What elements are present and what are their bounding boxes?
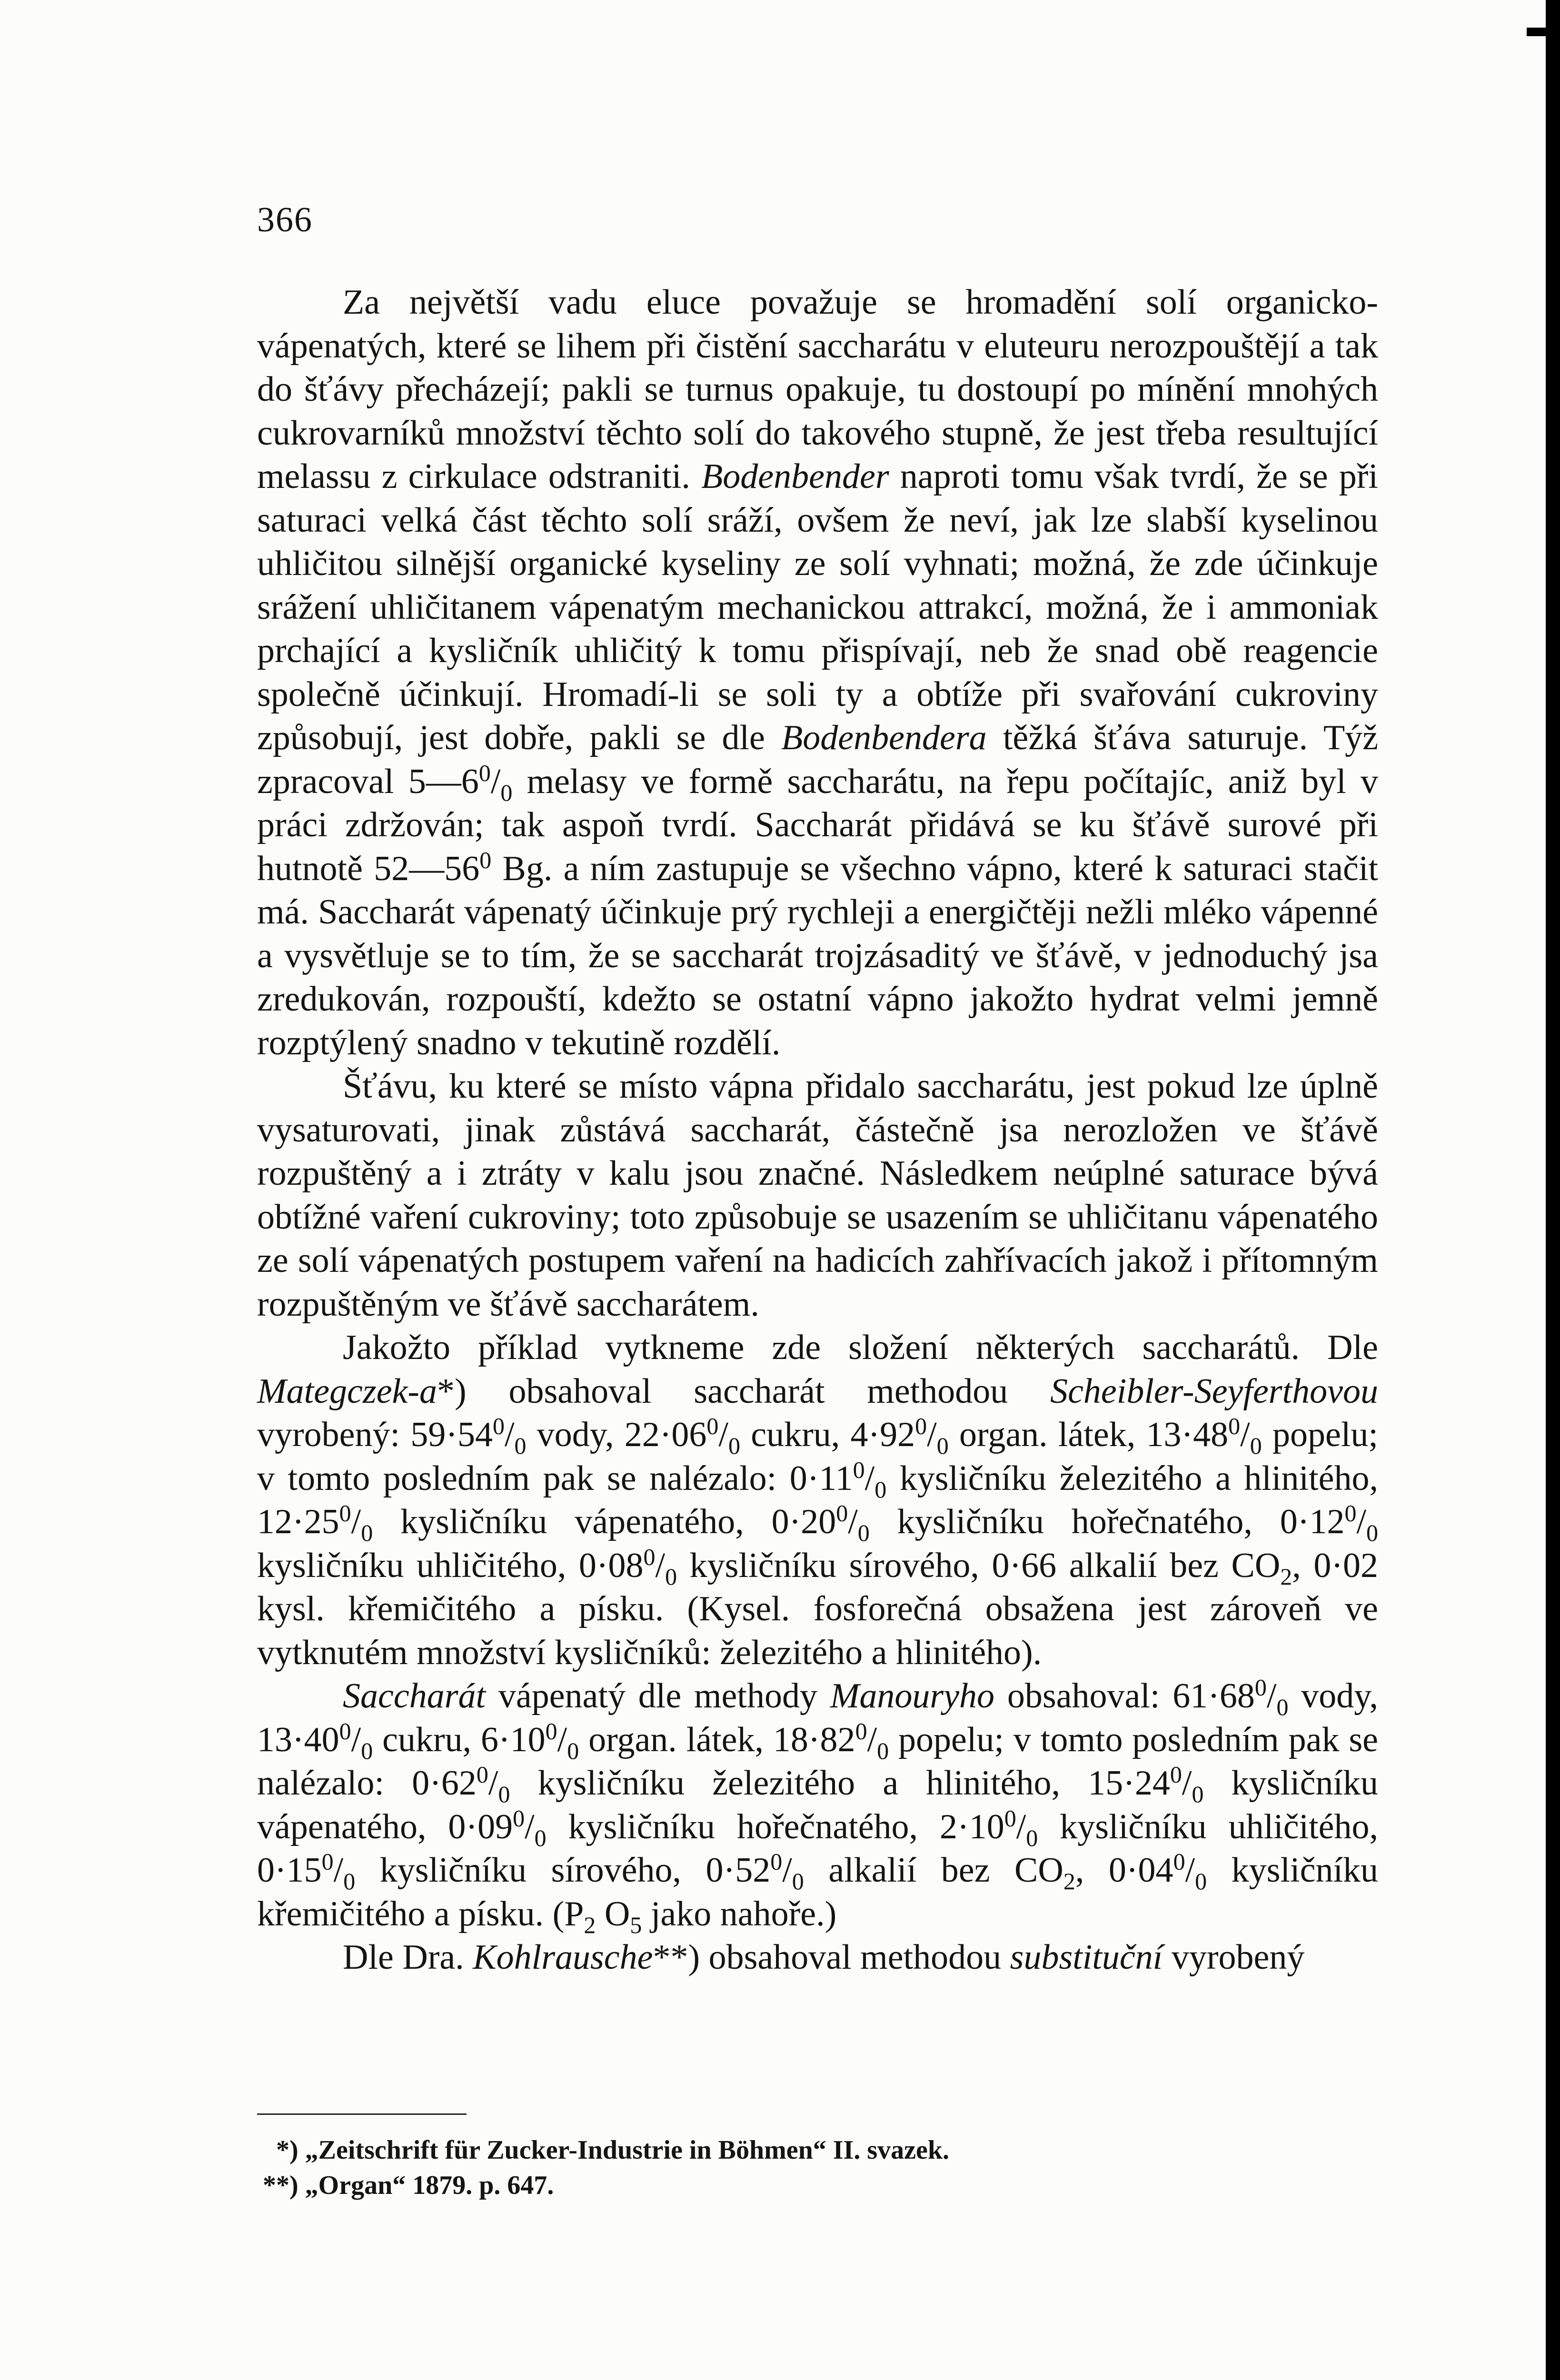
text-run: **) obsahoval methodou bbox=[653, 1938, 1010, 1977]
footnote-rule bbox=[257, 2113, 467, 2115]
text-run: / bbox=[655, 1546, 666, 1585]
superscript: 0 bbox=[836, 1499, 848, 1527]
paragraph bbox=[257, 1675, 1378, 1936]
superscript: 0 bbox=[545, 1717, 557, 1744]
superscript: 0 bbox=[476, 1761, 488, 1788]
paragraph bbox=[257, 281, 1378, 1065]
italic-run: Manouryho bbox=[830, 1676, 995, 1716]
text-run: vody, 22·06 bbox=[526, 1415, 707, 1454]
text-run: jako nahoře.) bbox=[642, 1894, 837, 1934]
text-run: cukru, 6·10 bbox=[373, 1720, 546, 1759]
subscript: 0 bbox=[792, 1867, 804, 1894]
subscript: 0 bbox=[1366, 1519, 1379, 1546]
text-run: vápenatý dle methody bbox=[486, 1676, 830, 1716]
superscript: 0 bbox=[321, 1848, 334, 1875]
text-run: vyrobený: 59·54 bbox=[257, 1415, 493, 1454]
text-run: / bbox=[1356, 1502, 1367, 1541]
italic-run: Mategczek-a bbox=[257, 1371, 437, 1411]
text-run: kysličníku vápenatého, 0·09 bbox=[257, 1764, 1378, 1846]
subscript: 0 bbox=[534, 1824, 546, 1851]
paragraph bbox=[257, 1065, 1378, 1326]
superscript: 0 bbox=[478, 759, 491, 786]
text-run: vody, 13·40 bbox=[257, 1676, 1378, 1759]
subscript: 5 bbox=[630, 1911, 642, 1938]
text-run: kysličníku uhličitého, 0·15 bbox=[257, 1807, 1379, 1890]
subscript: 0 bbox=[877, 1737, 889, 1764]
superscript: 0 bbox=[855, 1717, 867, 1744]
text-run: vyrobený bbox=[1163, 1938, 1305, 1977]
text-run: alkalií bez CO bbox=[804, 1851, 1063, 1890]
text-run: melasy ve formě saccharátu, na řepu počítajíc, aniž byl v práci zdržován; tak aspoň tvrdí. Saccharát přidává se ku šťávě surové při hutnotě 52—56 bbox=[257, 762, 1378, 888]
italic-run: substituční bbox=[1010, 1938, 1163, 1977]
subscript: 2 bbox=[1280, 1563, 1292, 1590]
subscript: 0 bbox=[665, 1563, 677, 1590]
text-run: Za největší vadu eluce považuje se hromadění solí organicko-vápenatých, které se lihem při čistění saccharátu v eluteuru nerozpouštějí a tak do šťávy přecházejí; pakli se turnus opakuje, tu dostoupí po mínění mnohých cukrovarníků množství těchto solí do takového stupně, že jest třeba resultující melassu z cirkulace odstraniti. bbox=[257, 283, 1378, 496]
subscript: 0 bbox=[936, 1432, 949, 1459]
text-run: / bbox=[1240, 1415, 1250, 1454]
text-run: kysličníku železitého a hlinitého, 15·24 bbox=[510, 1764, 1170, 1803]
text-run: *) obsahoval saccharát methodou bbox=[437, 1371, 1051, 1411]
text-run: / bbox=[1266, 1676, 1277, 1716]
subscript: 2 bbox=[1063, 1867, 1075, 1894]
text-run: kysličníku sírového, 0·52 bbox=[355, 1851, 771, 1890]
subscript: 0 bbox=[1026, 1824, 1038, 1851]
superscript: 0 bbox=[1344, 1499, 1357, 1527]
superscript: 0 bbox=[915, 1412, 927, 1439]
subscript: 0 bbox=[514, 1432, 527, 1459]
subscript: 0 bbox=[1250, 1432, 1262, 1459]
text-run: / bbox=[864, 1458, 875, 1498]
footnote-1: *) „Zeitschrift für Zucker-Industrie in Böhmen“ II. svazek. bbox=[276, 2135, 949, 2165]
subscript: 0 bbox=[1192, 1780, 1204, 1807]
footnotes bbox=[263, 2132, 1323, 2203]
subscript: 0 bbox=[857, 1519, 870, 1546]
text-run: kysličníku křemičitého a písku. (P bbox=[257, 1851, 1379, 1934]
text-run: kysličníku uhličitého, 0·08 bbox=[257, 1546, 644, 1585]
footnote-2: **) „Organ“ 1879. p. 647. bbox=[263, 2171, 554, 2200]
text-run: / bbox=[848, 1502, 858, 1541]
text-run: kysličníku sírového, 0·66 alkalií bez CO bbox=[677, 1546, 1281, 1585]
text-run: , 0·04 bbox=[1075, 1851, 1173, 1890]
subscript: 0 bbox=[567, 1737, 579, 1764]
text-run: / bbox=[351, 1720, 361, 1759]
subscript: 0 bbox=[1276, 1693, 1289, 1720]
superscript: 0 bbox=[706, 1412, 719, 1439]
text-run: popelu; v tomto posledním pak se nalézalo: 0·11 bbox=[257, 1415, 1378, 1498]
text-run: / bbox=[488, 1764, 498, 1803]
subscript: 0 bbox=[361, 1519, 373, 1546]
text-run: kysličníku vápenatého, 0·20 bbox=[373, 1502, 836, 1541]
text-run: Šťávu, ku které se místo vápna přidalo saccharátu, jest pokud lze úplně vysaturovati, jinak zůstává saccharát, částečně jsa nerozložen ve šťávě rozpuštěný a i ztráty v kalu jsou značné. Následkem neúplné saturace bývá obtížné vaření cukroviny; toto způsobuje se usazením se uhličitanu vápenatého ze solí vápenatých postupem vaření na hadicích zahřívacích jakož i přítomným rozpuštěným ve šťávě saccharátem. bbox=[257, 1067, 1378, 1324]
text-run: naproti tomu však tvrdí, že se při saturaci velká část těchto solí sráží, ovšem že neví, jak lze slabší kyselinou uhličitou silnější organické kyseliny ze solí vyhnati; možná, že zde účinkuje srážení uhličitanem vápenatým mechanickou attrakcí, možná, že i ammoniak prchající a kysličník uhličitý k tomu přispívají, neb že snad obě reagencie společně účinkují. Hromadí-li se soli ty a obtíže při svařování cukroviny způsobují, jest dobře, pakli se dle bbox=[257, 457, 1378, 757]
text-run: O bbox=[596, 1894, 630, 1934]
scan-edge-notch bbox=[1527, 28, 1546, 36]
text-run: Bg. a ním zastupuje se všechno vápno, které k saturaci stačit má. Saccharát vápenatý účinkuje prý rychleji a energičtěji nežli mléko vápenné a vysvětluje se to tím, že se saccharát trojzásaditý ve šťávě, v jednoduchý jsa zredukován, rozpouští, kdežto se ostatní vápno jakožto hydrat velmi jemně rozptýlený snadno v tekutině rozdělí. bbox=[257, 849, 1378, 1062]
text-run: popelu; v tomto posledním pak se nalézalo: 0·62 bbox=[257, 1720, 1379, 1803]
italic-run: Scheibler-Seyferthovou bbox=[1050, 1371, 1378, 1411]
text-run: / bbox=[782, 1851, 792, 1890]
text-run: , 0·02 kysl. křemičitého a písku. (Kysel. fosforečná obsažena jest zároveň ve vytknutém množství kysličníků: železitého a hlinitého). bbox=[257, 1546, 1378, 1672]
text-run: těžká šťáva saturuje. Týž zpracoval 5—6 bbox=[257, 718, 1379, 801]
body-text bbox=[257, 281, 1378, 1980]
italic-run: Bodenbender bbox=[701, 457, 889, 496]
superscript: 0 bbox=[1173, 1848, 1185, 1875]
page-number: 366 bbox=[257, 200, 313, 239]
subscript: 2 bbox=[584, 1911, 596, 1938]
text-run: / bbox=[718, 1415, 728, 1454]
text-run: / bbox=[333, 1851, 344, 1890]
subscript: 0 bbox=[1195, 1867, 1207, 1894]
text-run: / bbox=[1182, 1764, 1192, 1803]
text-run: / bbox=[525, 1807, 535, 1846]
text-run: Dle Dra. bbox=[343, 1938, 473, 1977]
text-run: / bbox=[557, 1720, 567, 1759]
italic-run: Saccharát bbox=[343, 1676, 486, 1716]
text-run: / bbox=[504, 1415, 515, 1454]
scan-edge-bar bbox=[1546, 0, 1560, 2380]
text-run: kysličníku hořečnatého, 0·12 bbox=[869, 1502, 1345, 1541]
superscript: 0 bbox=[479, 846, 492, 873]
subscript: 0 bbox=[361, 1737, 373, 1764]
text-run: Jakožto příklad vytkneme zde složení některých saccharátů. Dle bbox=[343, 1328, 1378, 1367]
text-run: / bbox=[1185, 1851, 1195, 1890]
superscript: 0 bbox=[1254, 1674, 1267, 1701]
text-run: / bbox=[927, 1415, 937, 1454]
text-run: / bbox=[1016, 1807, 1026, 1846]
superscript: 0 bbox=[1228, 1412, 1241, 1439]
superscript: 0 bbox=[853, 1456, 865, 1483]
text-run: / bbox=[867, 1720, 877, 1759]
italic-run: Kohlrausche bbox=[473, 1938, 653, 1977]
superscript: 0 bbox=[339, 1499, 351, 1527]
superscript: 0 bbox=[1004, 1804, 1016, 1831]
paragraph bbox=[257, 1326, 1378, 1675]
subscript: 0 bbox=[498, 1780, 510, 1807]
text-run: organ. látek, 18·82 bbox=[579, 1720, 855, 1759]
text-run: cukru, 4·92 bbox=[740, 1415, 915, 1454]
subscript: 0 bbox=[343, 1867, 356, 1894]
paragraph bbox=[257, 1936, 1378, 1980]
italic-run: Bodenbendera bbox=[781, 718, 987, 757]
text-run: kysličníku železitého a hlinitého, 12·25 bbox=[257, 1458, 1378, 1541]
text-run: kysličníku hořečnatého, 2·10 bbox=[546, 1807, 1004, 1846]
superscript: 0 bbox=[643, 1543, 656, 1570]
subscript: 0 bbox=[874, 1476, 887, 1503]
text-run: / bbox=[490, 762, 501, 801]
subscript: 0 bbox=[728, 1432, 740, 1459]
superscript: 0 bbox=[1170, 1761, 1182, 1788]
superscript: 0 bbox=[770, 1848, 783, 1875]
text-run: organ. látek, 13·48 bbox=[948, 1415, 1229, 1454]
superscript: 0 bbox=[339, 1717, 351, 1744]
text-run: / bbox=[351, 1502, 361, 1541]
text-run: obsahoval: 61·68 bbox=[994, 1676, 1255, 1716]
subscript: 0 bbox=[500, 779, 513, 806]
superscript: 0 bbox=[492, 1412, 505, 1439]
superscript: 0 bbox=[513, 1804, 525, 1831]
